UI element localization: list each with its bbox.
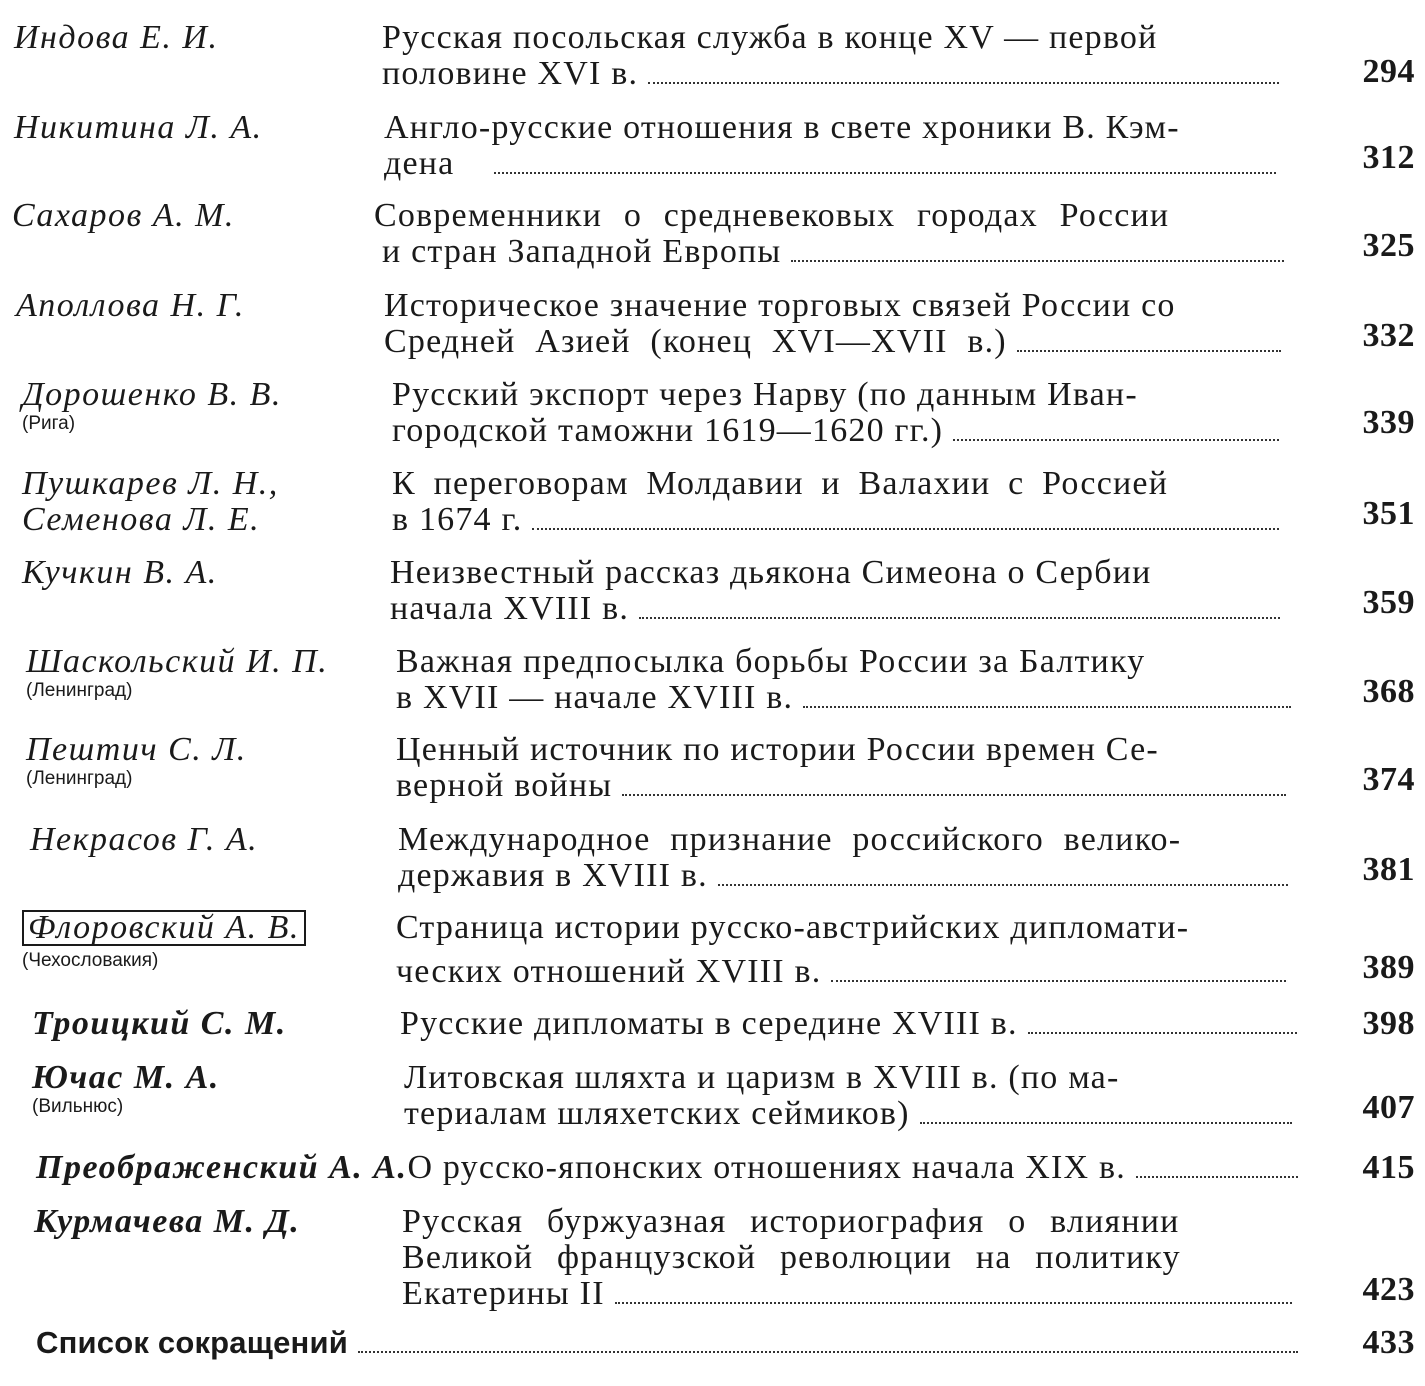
author-name: Пушкарев Л. Н., [22,465,279,502]
dot-leader [803,706,1291,708]
author-name: Флоровский А. В. [22,910,306,946]
article-title [396,910,1326,990]
dot-leader [615,1302,1292,1304]
author [32,1060,402,1118]
title-line: Англо-русские отношения в свете хроники В. Кэм- [384,109,1180,146]
page-number: 415 [1362,1149,1415,1186]
dot-leader [791,260,1284,262]
dot-leader [648,82,1279,84]
article-title: О русско-японских отношениях начала XIX в. [407,1149,1126,1186]
author [32,1006,402,1042]
author-city: (Чехословакия) [22,950,159,971]
abbreviations-label: Список сокращений [36,1325,348,1360]
dot-leader [920,1122,1292,1124]
author [12,198,382,234]
author-name: Семенова Л. Е. [22,501,261,538]
title-line: Современники о средневековых городах России [374,197,1170,234]
author [22,555,392,591]
title-line: Средней Азией (конец XVI—XVII в.) [384,324,1289,360]
author [22,377,392,435]
abbreviations-entry [36,1325,1306,1361]
title-line: городской таможни 1619—1620 гг.) [392,413,1287,449]
article-title [384,110,1314,182]
page-number: 294 [1362,53,1415,90]
page-number: 374 [1362,761,1415,798]
author [14,110,384,146]
author [26,644,396,702]
author-name: Некрасов Г. А. [30,821,259,858]
article-title [398,822,1328,894]
dot-leader [1017,350,1281,352]
article-title [404,1060,1334,1132]
page-number: 339 [1362,404,1415,441]
title-line: Литовская шляхта и царизм в XVIII в. (по ма- [404,1059,1120,1096]
author-name: Курмачева М. Д. [34,1203,301,1240]
title-line: дена [384,146,1284,182]
title-line: Русская буржуазная историография о влиянии [402,1203,1180,1240]
dot-leader [639,617,1280,619]
title-line: Неизвестный рассказ дьякона Симеона о Сербии [390,554,1152,591]
page-number: 351 [1362,495,1415,532]
author-name: Аполлова Н. Г. [16,287,245,324]
article-title [396,644,1326,716]
dot-leader [358,1351,1298,1353]
article-title [382,20,1312,92]
page-number: 368 [1362,673,1415,710]
title-line: ческих отношений XVIII в. [396,954,1294,990]
article-title [374,198,1304,270]
author-name: Шаскольский И. П. [26,643,329,680]
title-line: Страница истории русско-австрийских дипломати- [396,909,1190,946]
dot-leader [532,528,1279,530]
page-number: 433 [1362,1324,1415,1361]
author-name: Ючас М. А. [32,1059,220,1096]
title-line: в XVII — начале XVIII в. [396,680,1299,716]
title-line: териалам шляхетских сеймиков) [404,1096,1300,1132]
title-line: Ценный источник по истории России времен Се- [396,731,1159,768]
author-name: Троицкий С. М. [32,1005,287,1042]
title-line: К переговорам Молдавии и Валахии с Россией [392,465,1169,502]
title-line: Важная предпосылка борьбы России за Балтику [396,643,1146,680]
title-line: в 1674 г. [392,502,1287,538]
title-line: верной войны [396,768,1294,804]
author-city: (Вильнюс) [32,1096,124,1117]
author-city: (Рига) [22,413,76,434]
title-line: Великой французской революции на политику [402,1239,1181,1276]
author-name: Кучкин В. А. [22,554,218,591]
page-number: 381 [1362,851,1415,888]
dot-leader [831,980,1286,982]
page-number: 423 [1362,1271,1415,1308]
author-name: Дорошенко В. В. [22,376,282,413]
title-line: Екатерины II [402,1276,1300,1312]
author-name: Сахаров А. М. [12,197,235,234]
article-title [392,466,1322,538]
title-line: Русская посольская служба в конце XV — первой [382,19,1158,56]
dot-leader [718,884,1288,886]
article-title [384,288,1314,360]
author-name: Индова Е. И. [14,19,219,56]
page-number: 407 [1362,1089,1415,1126]
title-line: Русский экспорт через Нарву (по данным Иван- [392,376,1138,413]
toc-entry [36,1150,1306,1186]
page-number: 359 [1362,584,1415,621]
dot-leader [953,439,1279,441]
article-title [402,1204,1332,1312]
article-title [396,732,1326,804]
dot-leader [1028,1032,1297,1034]
author [26,732,396,790]
author-city: (Ленинград) [26,680,133,701]
author-name: Пештич С. Л. [26,731,247,768]
page-number: 332 [1362,317,1415,354]
page-number: 389 [1362,949,1415,986]
dot-leader [622,794,1286,796]
title-line: Международное признание российского велико- [398,821,1182,858]
author [22,910,392,972]
author [34,1204,404,1240]
title-line: начала XVIII в. [390,591,1288,627]
page-number: 312 [1362,139,1415,176]
dot-leader [1136,1176,1298,1178]
author [30,822,400,858]
dot-leader [494,172,1276,174]
page-number: 398 [1362,1005,1415,1042]
author [14,20,384,56]
article-title [390,555,1320,627]
author [22,466,392,538]
title-line: Русские дипломаты в середине XVIII в. [400,1006,1305,1042]
title-line: державия в XVIII в. [398,858,1296,894]
title-line: и стран Западной Европы [374,234,1292,270]
page-number: 325 [1362,227,1415,264]
title-line: половине XVI в. [382,56,1287,92]
title-line: Историческое значение торговых связей России со [384,287,1176,324]
article-title [392,377,1322,449]
author-name: Преображенский А. А. [36,1149,408,1186]
article-title [400,1006,1330,1042]
author-name: Никитина Л. А. [14,109,263,146]
author [16,288,386,324]
author-city: (Ленинград) [26,768,133,789]
